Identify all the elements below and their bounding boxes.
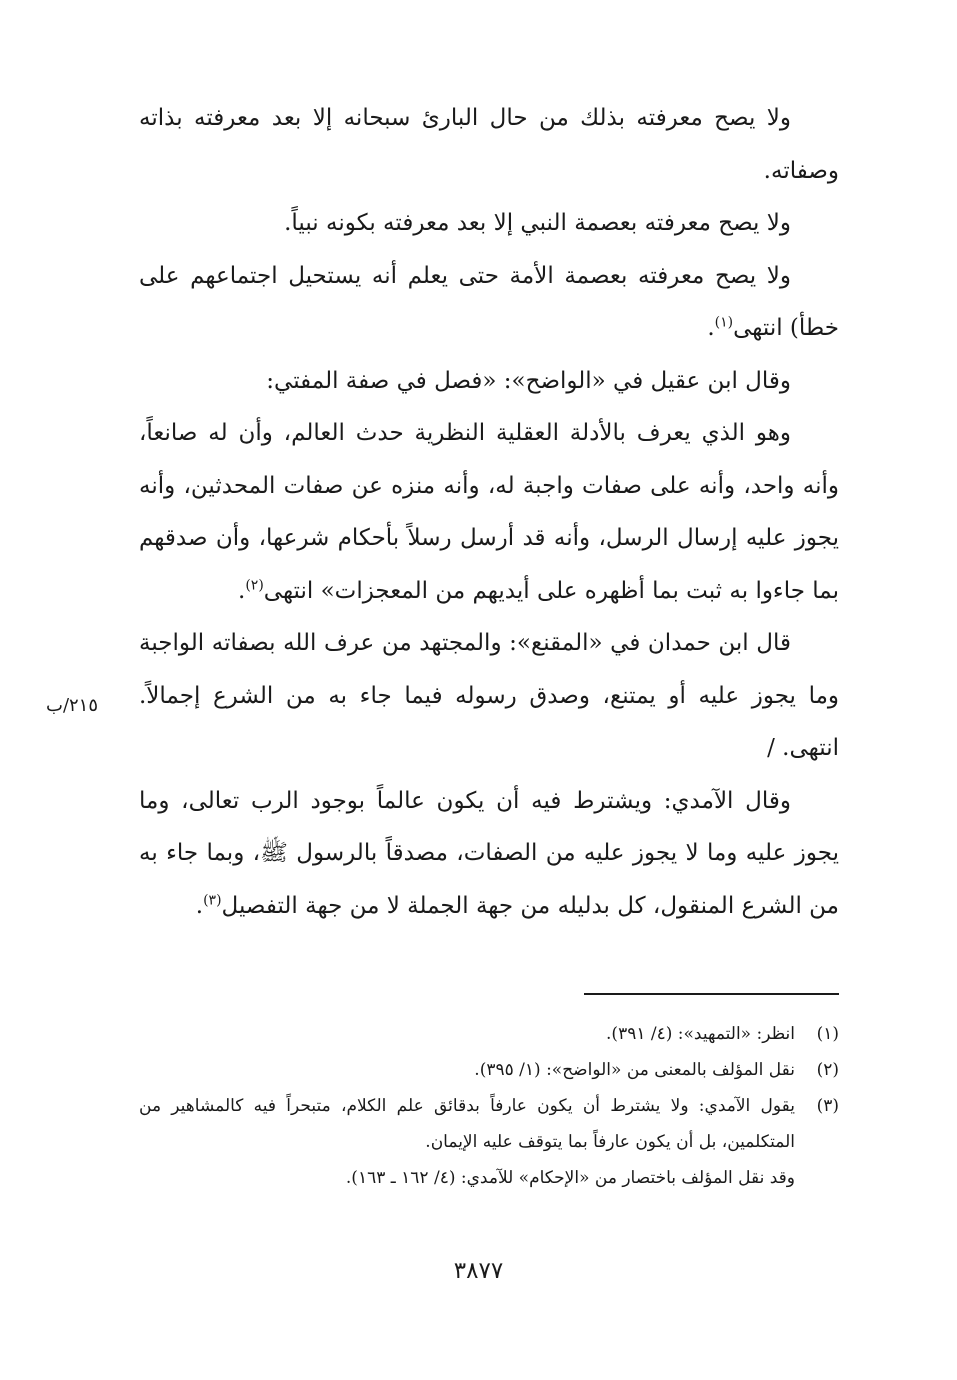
footnote-1 — [139, 1016, 839, 1052]
footnote-text: نقل المؤلف بالمعنى من «الواضح»: (١/ ٣٩٥). — [474, 1060, 795, 1080]
paragraph-text: قال ابن حمدان في «المقنع»: والمجتهد من عرف الله بصفاته الواجبة وما يجوز عليه أو يمتنع، وصدق رسوله فيما جاء به من الشرع إجمالاً. انتهى. / — [139, 630, 839, 761]
footnote-3-continuation — [139, 1160, 839, 1196]
paragraph-tail: . — [238, 577, 246, 604]
footnote-text: وقد نقل المؤلف باختصار من «الإحكام» للآمدي: (٤/ ١٦٢ ـ ١٦٣). — [345, 1168, 795, 1188]
paragraph-text: وقال الآمدي: ويشترط فيه أن يكون عالماً بوجود الرب تعالى، وما يجوز عليه وما لا يجوز عليه من الصفات، مصدقاً بالرسول ﷺ، وبما جاء به من الشرع المنقول، كل بدليله من جهة الجملة لا من جهة التفصيل — [139, 787, 839, 919]
paragraph-5 — [139, 407, 839, 617]
paragraph-4 — [139, 355, 839, 408]
footnote-3 — [139, 1088, 839, 1160]
footnote-text: يقول الآمدي: ولا يشترط أن يكون عارفاً بدقائق علم الكلام، متبحراً فيه كالمشاهير من المتكلمين، بل أن يكون عارفاً بما يتوقف عليه الإيمان. — [139, 1096, 795, 1152]
paragraph-2 — [139, 197, 839, 250]
paragraph-text: ولا يصح معرفته بعصمة النبي إلا بعد معرفته بكونه نبياً. — [284, 210, 791, 236]
footnote-number: (٣) — [816, 1096, 839, 1116]
paragraph-6 — [139, 617, 839, 775]
paragraph-tail: . — [195, 892, 204, 919]
footnote-ref-2: (٢) — [245, 576, 264, 593]
paragraph-7 — [139, 775, 839, 933]
main-text — [139, 92, 839, 932]
manuscript-folio-note: ٢١٥/ب — [46, 695, 99, 716]
footnote-separator — [584, 993, 839, 995]
paragraph-tail: . — [707, 315, 715, 341]
paragraph-text: ولا يصح معرفته بعصمة الأمة حتى يعلم أنه يستحيل اجتماعهم على خطأ) انتهى — [139, 262, 839, 341]
paragraph-text: ولا يصح معرفته بذلك من حال البارئ سبحانه إلا بعد معرفته بذاته وصفاته. — [139, 105, 839, 184]
footnote-2 — [139, 1052, 839, 1088]
paragraph-3 — [139, 250, 839, 355]
footnote-number: (١) — [816, 1024, 839, 1044]
footnote-number: (٢) — [816, 1060, 839, 1080]
footnote-ref-3: (٣) — [203, 891, 222, 908]
page-number: ٣٨٧٧ — [453, 1258, 504, 1284]
paragraph-text: وهو الذي يعرف بالأدلة العقلية النظرية حدث العالم، وأن له صانعاً، وأنه واحد، وأنه على صفات واجبة له، وأنه منزه عن صفات المحدثين، وأنه يجوز عليه إرسال الرسل، وأنه قد أرسل رسلاً بأحكام شرعها، وأن صدقهم بما جاءوا به ثبت بما أظهره على أيديهم من المعجزات» انتهى — [139, 420, 839, 604]
footnote-ref-1: (١) — [714, 314, 734, 331]
footnotes — [139, 1016, 839, 1196]
paragraph-text: وقال ابن عقيل في «الواضح»: «فصل في صفة المفتي: — [266, 367, 791, 394]
footnote-text: انظر: «التمهيد»: (٤/ ٣٩١). — [606, 1024, 795, 1044]
paragraph-1 — [139, 92, 839, 197]
